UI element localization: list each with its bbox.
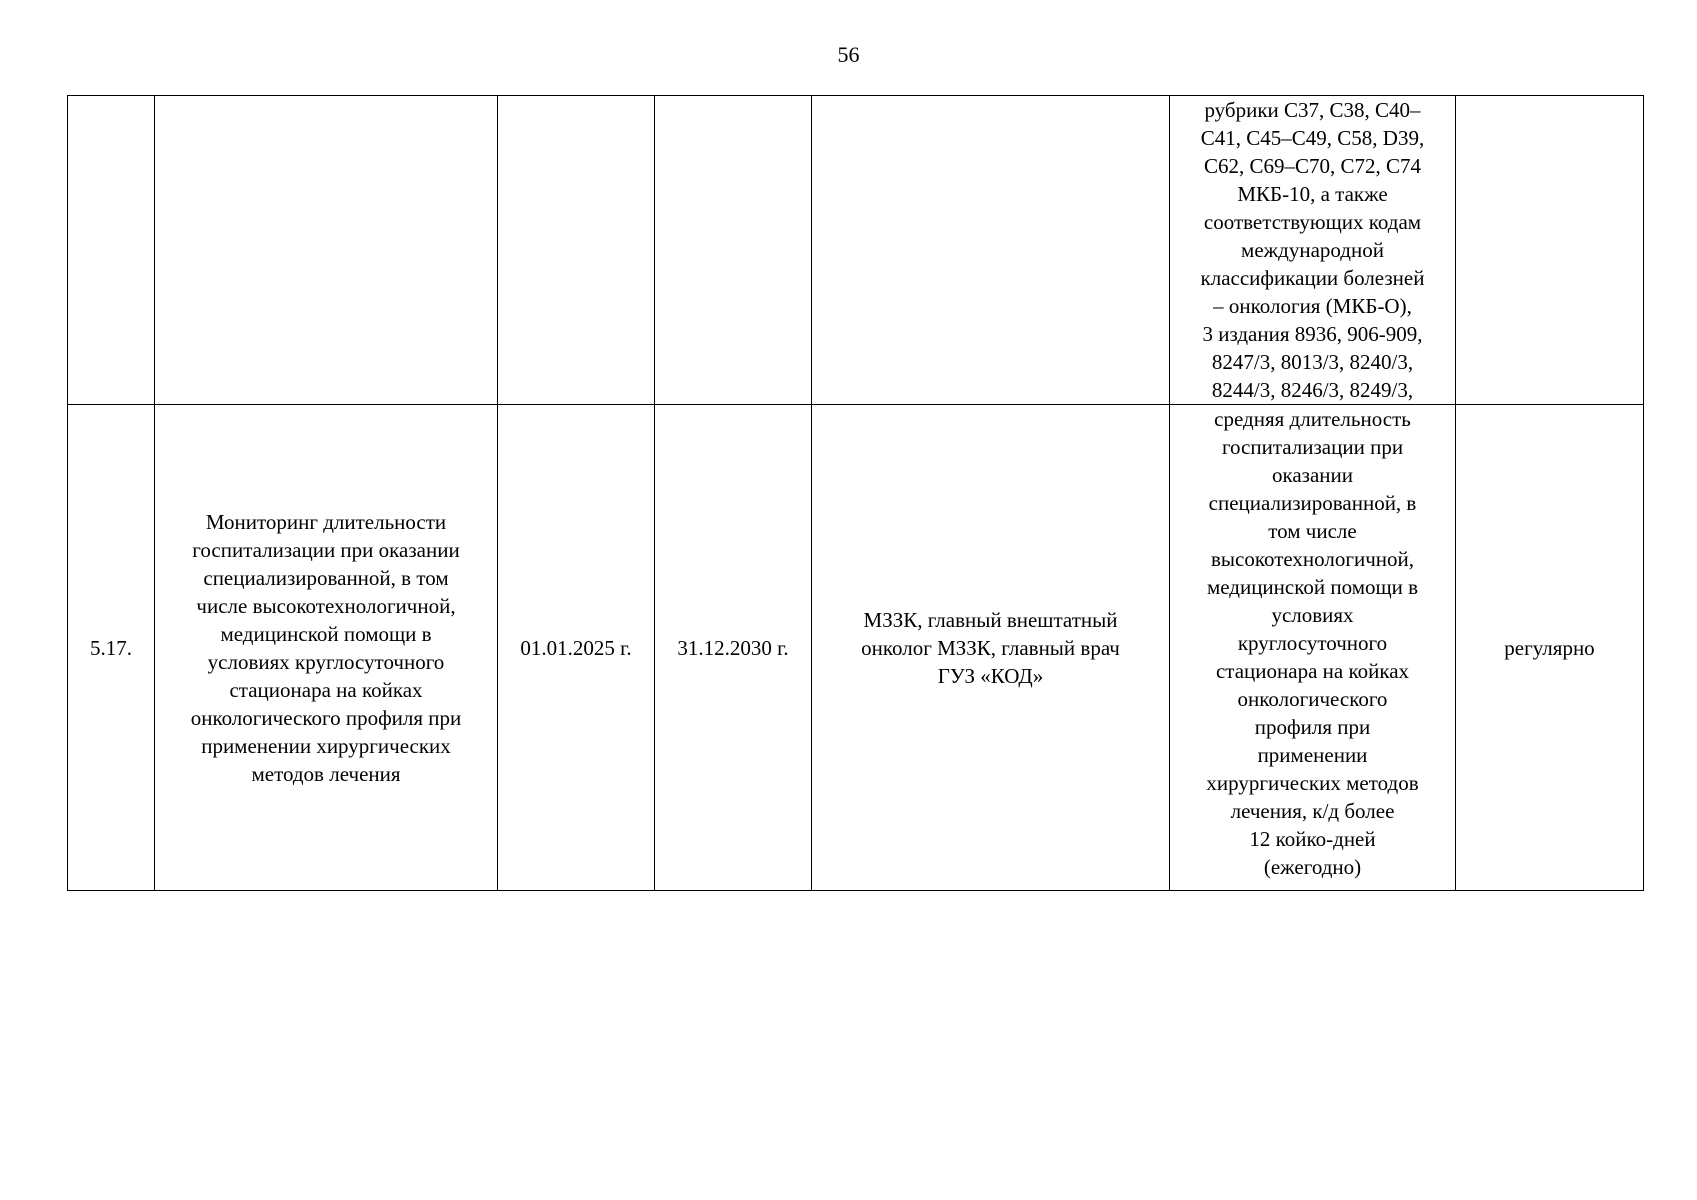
indicator-line: рубрики С37, С38, С40– <box>1204 98 1421 122</box>
indicator-line: средняя длительность <box>1214 407 1411 431</box>
indicator-line: классификации болезней <box>1200 266 1425 290</box>
indicator-line: хирургических методов <box>1206 771 1419 795</box>
measure-line: стационара на койках <box>229 677 423 702</box>
cell-responsible <box>812 405 1170 891</box>
page-number: 56 <box>837 42 860 67</box>
indicator-line: стационара на койках <box>1215 659 1410 683</box>
indicator-line: – онкология (МКБ-О), <box>1213 294 1412 318</box>
measure-line: методов лечения <box>251 761 401 786</box>
table-row <box>68 96 1644 405</box>
indicator-line: 8244/3, 8246/3, 8249/3, <box>1211 378 1414 402</box>
cell-number: 5.17. <box>68 405 155 891</box>
indicator-line: (ежегодно) <box>1263 855 1362 879</box>
responsible-line: ГУЗ «КОД» <box>937 663 1044 688</box>
indicator-line: госпитализации при <box>1221 435 1404 459</box>
measure-line: госпитализации при оказании <box>192 537 460 562</box>
indicator-line: С62, С69–С70, С72, С74 <box>1203 154 1422 178</box>
indicator-line: специализированной, в <box>1208 491 1417 515</box>
cell-measure <box>155 96 498 405</box>
indicator-line: С41, С45–С49, С58, D39, <box>1200 126 1425 150</box>
table-row <box>68 405 1644 891</box>
cell-end-date <box>655 96 812 405</box>
measure-line: специализированной, в том <box>203 565 449 590</box>
cell-indicator <box>1170 96 1456 405</box>
indicator-line: МКБ-10, а также <box>1237 182 1388 206</box>
cell-start-date: 01.01.2025 г. <box>498 405 655 891</box>
indicator-line: международной <box>1241 238 1384 262</box>
indicator-line: 8247/3, 8013/3, 8240/3, <box>1211 350 1414 374</box>
indicator-line: соответствующих кодам <box>1203 210 1422 234</box>
indicator-line: применении <box>1257 743 1368 767</box>
measure-line: условиях круглосуточного <box>207 649 445 674</box>
measures-table <box>67 95 1644 891</box>
measure-line: медицинской помощи в <box>220 621 432 646</box>
indicator-line: том числе <box>1268 519 1357 543</box>
cell-start-date <box>498 96 655 405</box>
indicator-line: высокотехнологичной, <box>1210 547 1414 571</box>
measure-line: онкологического профиля при <box>190 705 462 730</box>
indicator-line: условиях <box>1271 603 1354 627</box>
responsible-line: МЗЗК, главный внештатный <box>863 607 1118 632</box>
indicator-line: лечения, к/д более <box>1230 799 1395 823</box>
cell-end-date: 31.12.2030 г. <box>655 405 812 891</box>
cell-indicator <box>1170 405 1456 891</box>
indicator-line: 12 койко-дней <box>1249 827 1376 851</box>
cell-frequency <box>1456 96 1644 405</box>
cell-measure <box>155 405 498 891</box>
responsible-line: онколог МЗЗК, главный врач <box>861 635 1120 660</box>
indicator-line: круглосуточного <box>1237 631 1388 655</box>
measure-line: числе высокотехнологичной, <box>196 593 456 618</box>
cell-responsible <box>812 96 1170 405</box>
indicator-line: профиля при <box>1254 715 1371 739</box>
indicator-line: медицинской помощи в <box>1206 575 1419 599</box>
measure-line: применении хирургических <box>201 733 451 758</box>
cell-number <box>68 96 155 405</box>
cell-frequency: регулярно <box>1456 405 1644 891</box>
measure-line: Мониторинг длительности <box>205 509 447 534</box>
indicator-line: онкологического <box>1237 687 1388 711</box>
indicator-line: 3 издания 8936, 906-909, <box>1202 322 1423 346</box>
indicator-line: оказании <box>1271 463 1354 487</box>
